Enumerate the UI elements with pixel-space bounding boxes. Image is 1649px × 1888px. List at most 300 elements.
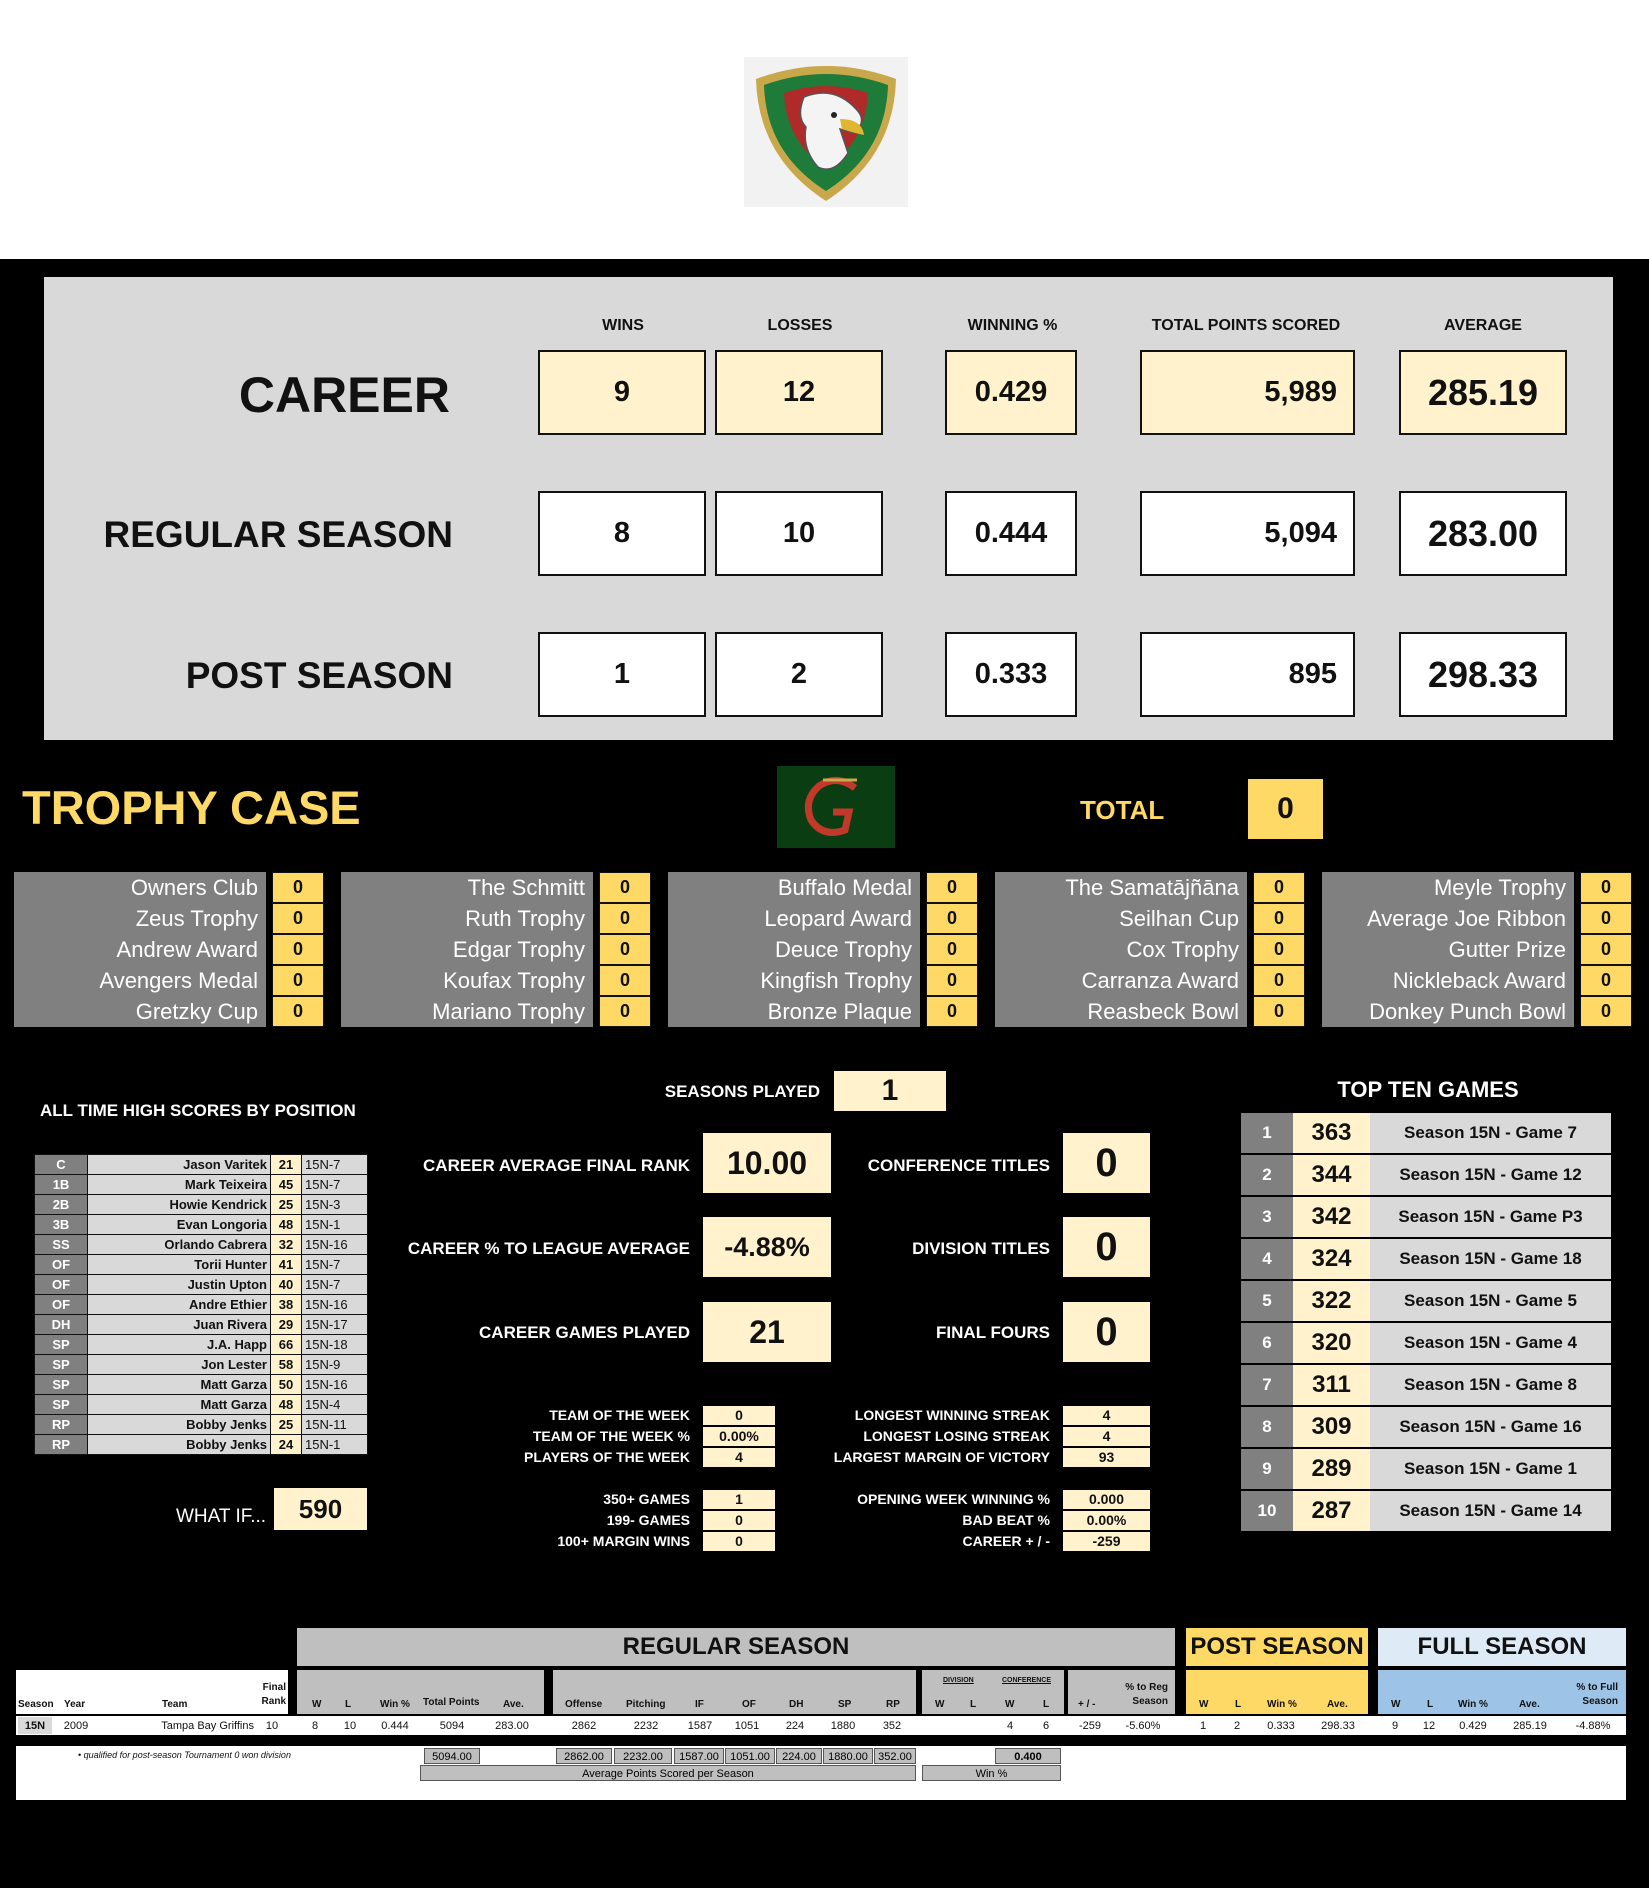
player-score: 45	[271, 1175, 302, 1195]
position-cell: SP	[35, 1375, 88, 1395]
small-stat-label: LONGEST WINNING STREAK	[854, 1407, 1050, 1423]
player-game: 15N-4	[302, 1395, 368, 1415]
post-total-points: 895	[1140, 632, 1355, 717]
trophy-row	[14, 965, 324, 996]
trophy-row	[1322, 996, 1632, 1027]
trophy-name: Buffalo Medal	[668, 872, 920, 903]
list-item	[1241, 1113, 1611, 1153]
col-div-l: L	[970, 1699, 977, 1710]
high-scores-title: ALL TIME HIGH SCORES BY POSITION	[40, 1101, 356, 1120]
conf-w-cell: 4	[1006, 1719, 1014, 1732]
table-row	[35, 1415, 368, 1435]
griffin-shield-logo-icon	[744, 57, 908, 207]
trophy-name: Gretzky Cup	[14, 996, 266, 1027]
player-name: Evan Longoria	[88, 1215, 271, 1235]
top-game-rank: 9	[1241, 1449, 1293, 1489]
col-post-l: L	[1235, 1699, 1242, 1710]
career-win-pct: 0.429	[945, 350, 1077, 435]
col-division: DIVISION	[943, 1677, 974, 1684]
player-score: 66	[271, 1335, 302, 1355]
player-score: 24	[271, 1435, 302, 1455]
trophy-count: 0	[1580, 965, 1632, 996]
footnote: • qualified for post-season Tournament 0 won division	[78, 1750, 291, 1760]
col-pct-reg: % to Reg Season	[1125, 1682, 1168, 1707]
top-game-rank: 10	[1241, 1491, 1293, 1531]
top-game-label: Season 15N - Game 4	[1370, 1323, 1611, 1363]
player-name: Jon Lester	[88, 1355, 271, 1375]
col-offense: Offense	[565, 1699, 603, 1710]
top-game-rank: 5	[1241, 1281, 1293, 1321]
category-header	[553, 1670, 916, 1714]
pct-league-value: -4.88%	[703, 1217, 831, 1277]
trophy-row	[668, 903, 978, 934]
trophy-name: Zeus Trophy	[14, 903, 266, 934]
small-stat-label: LONGEST LOSING STREAK	[863, 1428, 1050, 1444]
top-game-label: Season 15N - Game 7	[1370, 1113, 1611, 1153]
col-pct-full: % to Full Season	[1576, 1682, 1618, 1707]
trophy-name: Average Joe Ribbon	[1322, 903, 1574, 934]
position-cell: RP	[35, 1415, 88, 1435]
trophy-name: Cox Trophy	[995, 934, 1247, 965]
trophy-count: 0	[1580, 934, 1632, 965]
position-cell: 2B	[35, 1195, 88, 1215]
trophy-name: Ruth Trophy	[341, 903, 593, 934]
top-game-rank: 8	[1241, 1407, 1293, 1447]
player-name: Jason Varitek	[88, 1155, 271, 1175]
trophy-count: 0	[1253, 903, 1305, 934]
trophy-count: 0	[599, 934, 651, 965]
post-win-pct-cell: 0.333	[1267, 1719, 1295, 1732]
list-item	[1241, 1449, 1611, 1489]
small-stat-label: 350+ GAMES	[603, 1491, 690, 1507]
col-div-w: W	[935, 1699, 945, 1710]
top-game-score: 311	[1293, 1365, 1370, 1405]
player-name: Bobby Jenks	[88, 1435, 271, 1455]
top-game-rank: 1	[1241, 1113, 1293, 1153]
player-name: Justin Upton	[88, 1275, 271, 1295]
col-season: Season	[18, 1699, 54, 1710]
top-game-label: Season 15N - Game 5	[1370, 1281, 1611, 1321]
full-w-cell: 9	[1391, 1719, 1399, 1732]
col-full-l: L	[1427, 1699, 1434, 1710]
top-game-score: 342	[1293, 1197, 1370, 1237]
table-row	[35, 1315, 368, 1335]
trophy-row	[341, 872, 651, 903]
career-average: 285.19	[1399, 350, 1567, 435]
col-post-w: W	[1199, 1699, 1209, 1710]
year-cell: 2009	[63, 1719, 89, 1732]
career-total-points: 5,989	[1140, 350, 1355, 435]
player-name: Mark Teixeira	[88, 1175, 271, 1195]
trophy-name: Koufax Trophy	[341, 965, 593, 996]
career-losses: 12	[715, 350, 883, 435]
average-header: AVERAGE	[1444, 317, 1522, 334]
win-pct-cell: 0.444	[381, 1719, 409, 1732]
player-score: 41	[271, 1255, 302, 1275]
col-full-win-pct: Win %	[1458, 1699, 1488, 1710]
small-stat-label: BAD BEAT %	[962, 1512, 1050, 1528]
small-stat-value: 4	[1063, 1406, 1150, 1425]
avg-final-rank-label: CAREER AVERAGE FINAL RANK	[423, 1156, 690, 1175]
small-stat-label: 100+ MARGIN WINS	[557, 1533, 690, 1549]
position-cell: DH	[35, 1315, 88, 1335]
conf-l-cell: 6	[1042, 1719, 1050, 1732]
rp-total: 352.00	[874, 1748, 916, 1764]
post-losses: 2	[715, 632, 883, 717]
dh-total: 224.00	[776, 1748, 822, 1764]
trophy-count: 0	[1253, 996, 1305, 1027]
wins-header: WINS	[602, 317, 644, 334]
col-conference: CONFERENCE	[1002, 1677, 1052, 1684]
trophy-count: 0	[599, 903, 651, 934]
small-stat-label: LARGEST MARGIN OF VICTORY	[833, 1449, 1050, 1465]
col-rp: RP	[886, 1699, 900, 1710]
position-cell: SS	[35, 1235, 88, 1255]
small-stat-label: CAREER + / -	[962, 1533, 1050, 1549]
top-game-score: 289	[1293, 1449, 1370, 1489]
avg-points-label: Average Points Scored per Season	[420, 1765, 916, 1781]
player-name: Orlando Cabrera	[88, 1235, 271, 1255]
position-cell: SP	[35, 1395, 88, 1415]
trophy-row	[995, 965, 1305, 996]
small-stat-value: 0	[703, 1511, 775, 1530]
top-game-score: 320	[1293, 1323, 1370, 1363]
col-of: OF	[742, 1699, 756, 1710]
full-win-pct-cell: 0.429	[1459, 1719, 1487, 1732]
small-stat-value: 4	[703, 1448, 775, 1467]
top-game-score: 324	[1293, 1239, 1370, 1279]
col-sp: SP	[838, 1699, 852, 1710]
games-played-value: 21	[703, 1302, 831, 1362]
trophy-group-5	[1322, 872, 1632, 1027]
list-item	[1241, 1239, 1611, 1279]
conf-pct-total: 0.400	[995, 1748, 1061, 1764]
post-l-cell: 2	[1233, 1719, 1241, 1732]
full-l-cell: 12	[1422, 1719, 1436, 1732]
regular-total-points: 5,094	[1140, 491, 1355, 576]
plus-minus-cell: -259	[1078, 1719, 1102, 1732]
player-game: 15N-11	[302, 1415, 368, 1435]
total-points-total: 5094.00	[424, 1748, 480, 1764]
trophy-row	[668, 996, 978, 1027]
small-stat-value: 93	[1063, 1448, 1150, 1467]
trophy-group-3	[668, 872, 978, 1027]
trophy-total-value: 0	[1248, 779, 1323, 839]
player-score: 40	[271, 1275, 302, 1295]
position-cell: 1B	[35, 1175, 88, 1195]
trophy-name: Edgar Trophy	[341, 934, 593, 965]
player-score: 48	[271, 1395, 302, 1415]
pct-full-cell: -4.88%	[1575, 1719, 1611, 1732]
small-stat-label: TEAM OF THE WEEK %	[532, 1428, 690, 1444]
trophy-group-4	[995, 872, 1305, 1027]
position-cell: OF	[35, 1275, 88, 1295]
trophy-count: 0	[599, 996, 651, 1027]
col-pitching: Pitching	[626, 1699, 666, 1710]
col-ave: Ave.	[503, 1699, 524, 1710]
trophy-row	[1322, 965, 1632, 996]
dh-cell: 224	[785, 1719, 805, 1732]
final-fours-label: FINAL FOURS	[936, 1323, 1050, 1342]
w-cell: 8	[311, 1719, 319, 1732]
trophy-count: 0	[1253, 872, 1305, 903]
trophy-row	[14, 934, 324, 965]
trophy-group-2	[341, 872, 651, 1027]
trophy-row	[995, 903, 1305, 934]
player-score: 50	[271, 1375, 302, 1395]
top-game-label: Season 15N - Game 14	[1370, 1491, 1611, 1531]
small-stat-value: 0	[703, 1406, 775, 1425]
top-game-label: Season 15N - Game 8	[1370, 1365, 1611, 1405]
small-stat-value: 0.000	[1063, 1490, 1150, 1509]
regular-season-row-label: REGULAR SEASON	[103, 514, 453, 555]
player-name: Matt Garza	[88, 1375, 271, 1395]
regular-losses: 10	[715, 491, 883, 576]
offense-total: 2862.00	[556, 1748, 612, 1764]
trophy-count: 0	[272, 903, 324, 934]
post-ave-cell: 298.33	[1321, 1719, 1355, 1732]
trophy-name: The Schmitt	[341, 872, 593, 903]
player-game: 15N-9	[302, 1355, 368, 1375]
div-l-cell	[960, 1717, 990, 1734]
player-game: 15N-3	[302, 1195, 368, 1215]
top-game-rank: 7	[1241, 1365, 1293, 1405]
trophy-name: Leopard Award	[668, 903, 920, 934]
col-plus-minus: + / -	[1078, 1699, 1096, 1710]
top-game-score: 309	[1293, 1407, 1370, 1447]
table-row	[35, 1375, 368, 1395]
win-pct-label: Win %	[922, 1765, 1061, 1781]
what-if-value: 590	[274, 1488, 367, 1530]
player-game: 15N-1	[302, 1435, 368, 1455]
trophy-name: Seilhan Cup	[995, 903, 1247, 934]
trophy-count: 0	[926, 903, 978, 934]
regular-wins: 8	[538, 491, 706, 576]
regular-season-header: REGULAR SEASON	[297, 1628, 1175, 1666]
regular-win-pct: 0.444	[945, 491, 1077, 576]
player-name: Howie Kendrick	[88, 1195, 271, 1215]
col-year: Year	[64, 1699, 86, 1710]
small-stat-value: 0	[703, 1532, 775, 1551]
top-game-label: Season 15N - Game P3	[1370, 1197, 1611, 1237]
position-cell: OF	[35, 1295, 88, 1315]
player-name: Matt Garza	[88, 1395, 271, 1415]
trophy-row	[668, 965, 978, 996]
player-score: 58	[271, 1355, 302, 1375]
trophy-name: Carranza Award	[995, 965, 1247, 996]
trophy-row	[1322, 872, 1632, 903]
col-post-win-pct: Win %	[1267, 1699, 1297, 1710]
trophy-count: 0	[926, 965, 978, 996]
small-stat-label: OPENING WEEK WINNING %	[857, 1491, 1050, 1507]
trophy-row	[1322, 934, 1632, 965]
trophy-row	[341, 934, 651, 965]
final-rank-cell: 10	[265, 1719, 279, 1732]
small-stat-value: 1	[703, 1490, 775, 1509]
trophy-row	[341, 996, 651, 1027]
trophy-count: 0	[926, 996, 978, 1027]
small-stat-label: TEAM OF THE WEEK	[549, 1407, 690, 1423]
col-conf-l: L	[1043, 1699, 1050, 1710]
trophy-name: Avengers Medal	[14, 965, 266, 996]
trophy-name: Owners Club	[14, 872, 266, 903]
trophy-name: Gutter Prize	[1322, 934, 1574, 965]
col-team: Team	[162, 1699, 188, 1710]
of-total: 1051.00	[725, 1748, 775, 1764]
player-game: 15N-7	[302, 1155, 368, 1175]
top-ten-title: TOP TEN GAMES	[1337, 1077, 1519, 1102]
sp-total: 1880.00	[823, 1748, 873, 1764]
top-game-score: 322	[1293, 1281, 1370, 1321]
small-stat-value: -259	[1063, 1532, 1150, 1551]
trophy-case-title: TROPHY CASE	[22, 781, 361, 834]
top-game-label: Season 15N - Game 16	[1370, 1407, 1611, 1447]
trophy-row	[341, 965, 651, 996]
trophy-name: Reasbeck Bowl	[995, 996, 1247, 1027]
small-stat-value: 0.00%	[1063, 1511, 1150, 1530]
seasons-played-label: SEASONS PLAYED	[664, 1082, 820, 1101]
player-game: 15N-18	[302, 1335, 368, 1355]
trophy-count: 0	[1253, 934, 1305, 965]
games-played-label: CAREER GAMES PLAYED	[479, 1323, 690, 1342]
losses-header: LOSSES	[767, 317, 833, 334]
player-name: J.A. Happ	[88, 1335, 271, 1355]
trophy-row	[1322, 903, 1632, 934]
small-stat-value: 4	[1063, 1427, 1150, 1446]
player-score: 32	[271, 1235, 302, 1255]
trophy-name: Bronze Plaque	[668, 996, 920, 1027]
trophy-name: The Samatājñāna	[995, 872, 1247, 903]
player-game: 15N-16	[302, 1375, 368, 1395]
position-cell: SP	[35, 1335, 88, 1355]
div-w-cell	[925, 1717, 955, 1734]
avg-final-rank-value: 10.00	[703, 1133, 831, 1193]
trophy-name: Mariano Trophy	[341, 996, 593, 1027]
trophy-count: 0	[599, 965, 651, 996]
of-cell: 1051	[734, 1719, 760, 1732]
player-score: 25	[271, 1195, 302, 1215]
season-info-header	[16, 1670, 288, 1714]
trophy-name: Meyle Trophy	[1322, 872, 1574, 903]
trophy-total-label: TOTAL	[1080, 795, 1165, 825]
col-if: IF	[695, 1699, 704, 1710]
col-full-ave: Ave.	[1519, 1699, 1540, 1710]
trophy-count: 0	[272, 872, 324, 903]
table-row	[35, 1155, 368, 1175]
full-season-header: FULL SEASON	[1378, 1628, 1626, 1666]
col-l: L	[345, 1699, 352, 1710]
player-score: 38	[271, 1295, 302, 1315]
trophy-count: 0	[1580, 996, 1632, 1027]
trophy-row	[668, 934, 978, 965]
trophy-count: 0	[272, 996, 324, 1027]
if-total: 1587.00	[674, 1748, 724, 1764]
full-ave-cell: 285.19	[1513, 1719, 1547, 1732]
top-game-rank: 3	[1241, 1197, 1293, 1237]
list-item	[1241, 1491, 1611, 1531]
top-game-rank: 6	[1241, 1323, 1293, 1363]
trophy-name: Andrew Award	[14, 934, 266, 965]
trophy-count: 0	[1580, 903, 1632, 934]
division-titles-label: DIVISION TITLES	[912, 1239, 1050, 1258]
list-item	[1241, 1281, 1611, 1321]
player-game: 15N-7	[302, 1255, 368, 1275]
player-name: Andre Ethier	[88, 1295, 271, 1315]
position-cell: OF	[35, 1255, 88, 1275]
division-titles-value: 0	[1063, 1217, 1150, 1277]
l-cell: 10	[343, 1719, 357, 1732]
small-stat-label: 199- GAMES	[606, 1512, 690, 1528]
col-full-w: W	[1391, 1699, 1401, 1710]
list-item	[1241, 1407, 1611, 1447]
table-row	[35, 1255, 368, 1275]
post-w-cell: 1	[1199, 1719, 1207, 1732]
pitching-cell: 2232	[633, 1719, 659, 1732]
top-game-rank: 4	[1241, 1239, 1293, 1279]
position-cell: RP	[35, 1435, 88, 1455]
trophy-group-1	[14, 872, 324, 1027]
list-item	[1241, 1365, 1611, 1405]
trophy-name: Donkey Punch Bowl	[1322, 996, 1574, 1027]
position-cell: SP	[35, 1355, 88, 1375]
post-average: 298.33	[1399, 632, 1567, 717]
post-wins: 1	[538, 632, 706, 717]
position-cell: 3B	[35, 1215, 88, 1235]
table-row	[35, 1175, 368, 1195]
player-game: 15N-17	[302, 1315, 368, 1335]
small-stat-label: PLAYERS OF THE WEEK	[524, 1449, 690, 1465]
player-name: Juan Rivera	[88, 1315, 271, 1335]
table-row	[35, 1435, 368, 1455]
table-row	[35, 1275, 368, 1295]
top-game-label: Season 15N - Game 1	[1370, 1449, 1611, 1489]
sp-cell: 1880	[830, 1719, 856, 1732]
top-game-label: Season 15N - Game 18	[1370, 1239, 1611, 1279]
team-cell: Tampa Bay Griffins	[161, 1719, 254, 1732]
trophy-row	[341, 903, 651, 934]
player-game: 15N-7	[302, 1175, 368, 1195]
list-item	[1241, 1197, 1611, 1237]
small-stat-value: 0.00%	[703, 1427, 775, 1446]
trophy-row	[14, 996, 324, 1027]
total-points-cell: 5094	[439, 1719, 465, 1732]
conference-titles-value: 0	[1063, 1133, 1150, 1193]
top-game-score: 344	[1293, 1155, 1370, 1195]
player-score: 48	[271, 1215, 302, 1235]
top-game-score: 363	[1293, 1113, 1370, 1153]
high-scores-table	[34, 1154, 368, 1455]
trophy-count: 0	[272, 965, 324, 996]
player-score: 21	[271, 1155, 302, 1175]
table-row	[35, 1215, 368, 1235]
trophy-count: 0	[599, 872, 651, 903]
top-game-score: 287	[1293, 1491, 1370, 1531]
col-w: W	[312, 1699, 322, 1710]
trophy-count: 0	[272, 934, 324, 965]
top-game-rank: 2	[1241, 1155, 1293, 1195]
career-wins: 9	[538, 350, 706, 435]
table-row	[35, 1235, 368, 1255]
trophy-row	[995, 934, 1305, 965]
col-post-ave: Ave.	[1327, 1699, 1348, 1710]
trophy-row	[14, 872, 324, 903]
what-if-label: WHAT IF...	[176, 1506, 267, 1527]
table-row	[35, 1335, 368, 1355]
col-win-pct: Win %	[380, 1699, 410, 1710]
pitching-total: 2232.00	[614, 1748, 672, 1764]
seasons-played-value: 1	[834, 1071, 946, 1111]
total-points-header: TOTAL POINTS SCORED	[1151, 317, 1341, 334]
